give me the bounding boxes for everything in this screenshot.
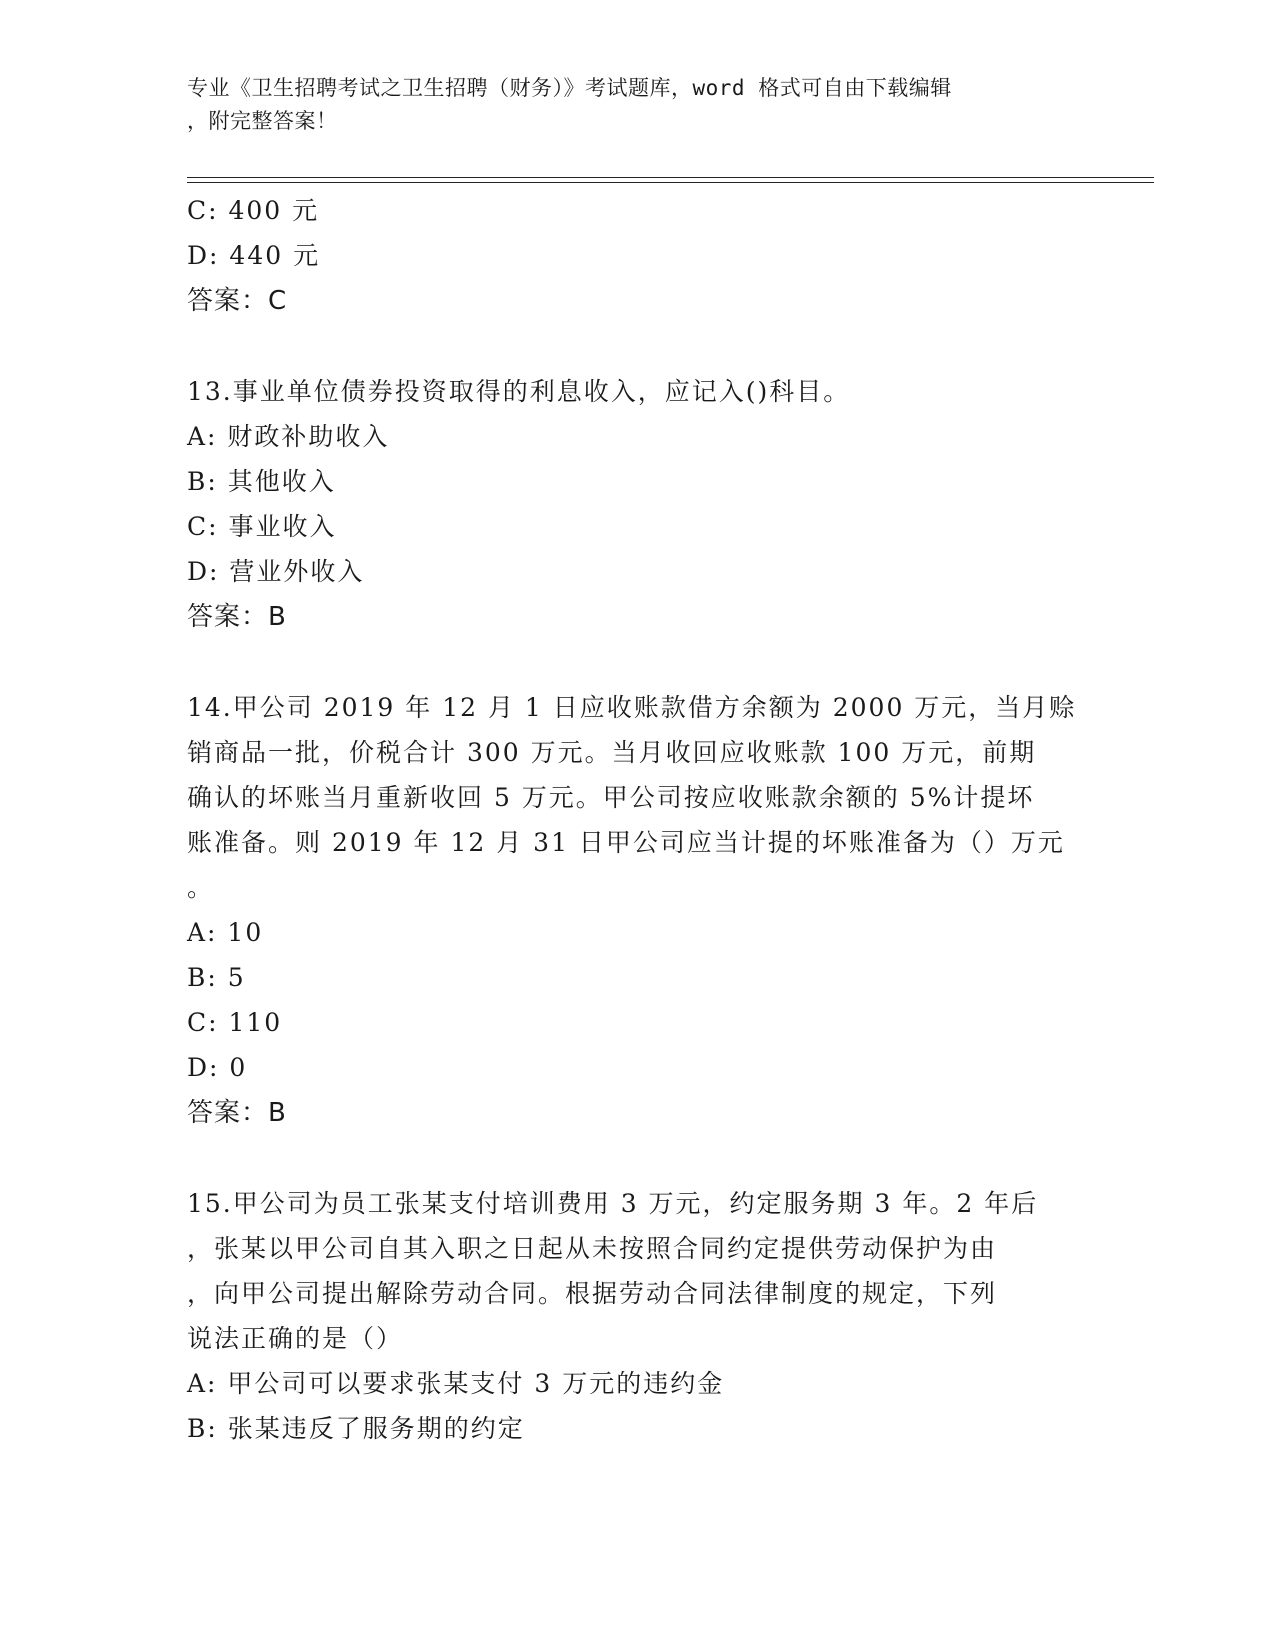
question-text: 13.事业单位债券投资取得的利息收入，应记入()科目。 [187,377,851,406]
option-c: C: 110 [187,1008,283,1037]
option-a: A: 财政补助收入 [187,422,390,451]
option-c: C: 400 元 [187,196,320,225]
question-text-line: 14.甲公司 2019 年 12 月 1 日应收账款借方余额为 2000 万元，当月赊 [187,693,1077,722]
question-text-line: 账准备。则 2019 年 12 月 31 日甲公司应当计提的坏账准备为（）万元 [187,828,1065,857]
header-rule-top [187,177,1154,178]
question-block-13 [187,369,1087,640]
option-b: B: 张某违反了服务期的约定 [187,1414,525,1443]
question-block-14 [187,685,1087,1136]
header-rule-bottom [187,182,1154,183]
option-d: D: 0 [187,1053,248,1082]
document-header [187,72,1067,138]
option-a: A: 甲公司可以要求张某支付 3 万元的违约金 [187,1369,725,1398]
question-block-15 [187,1181,1087,1451]
option-b: B: 其他收入 [187,467,336,496]
option-d: D: 440 元 [187,241,321,270]
option-d: D: 营业外收入 [187,557,365,586]
question-text-line: 。 [187,873,215,902]
answer: 答案：C [187,286,288,316]
question-text-line: 15.甲公司为员工张某支付培训费用 3 万元，约定服务期 3 年。2 年后 [187,1189,1039,1218]
question-list [187,188,1087,1451]
question-text-line: ，张某以甲公司自其入职之日起从未按照合同约定提供劳动保护为由 [187,1234,998,1263]
answer: 答案：B [187,1098,287,1128]
question-text-line: 销商品一批，价税合计 300 万元。当月收回应收账款 100 万元，前期 [187,738,1037,767]
question-text-line: 说法正确的是（） [187,1324,404,1353]
question-text-line: ，向甲公司提出解除劳动合同。根据劳动合同法律制度的规定，下列 [187,1279,998,1308]
question-text-line: 确认的坏账当月重新收回 5 万元。甲公司按应收账款余额的 5%计提坏 [187,783,1035,812]
header-line-2: ，附完整答案！ [187,109,338,133]
question-block-12 [187,188,1087,324]
answer: 答案：B [187,602,287,632]
option-b: B: 5 [187,963,246,992]
option-a: A: 10 [187,918,264,947]
header-line-1: 专业《卫生招聘考试之卫生招聘（财务）》考试题库，word 格式可自由下载编辑 [187,76,952,100]
option-c: C: 事业收入 [187,512,337,541]
